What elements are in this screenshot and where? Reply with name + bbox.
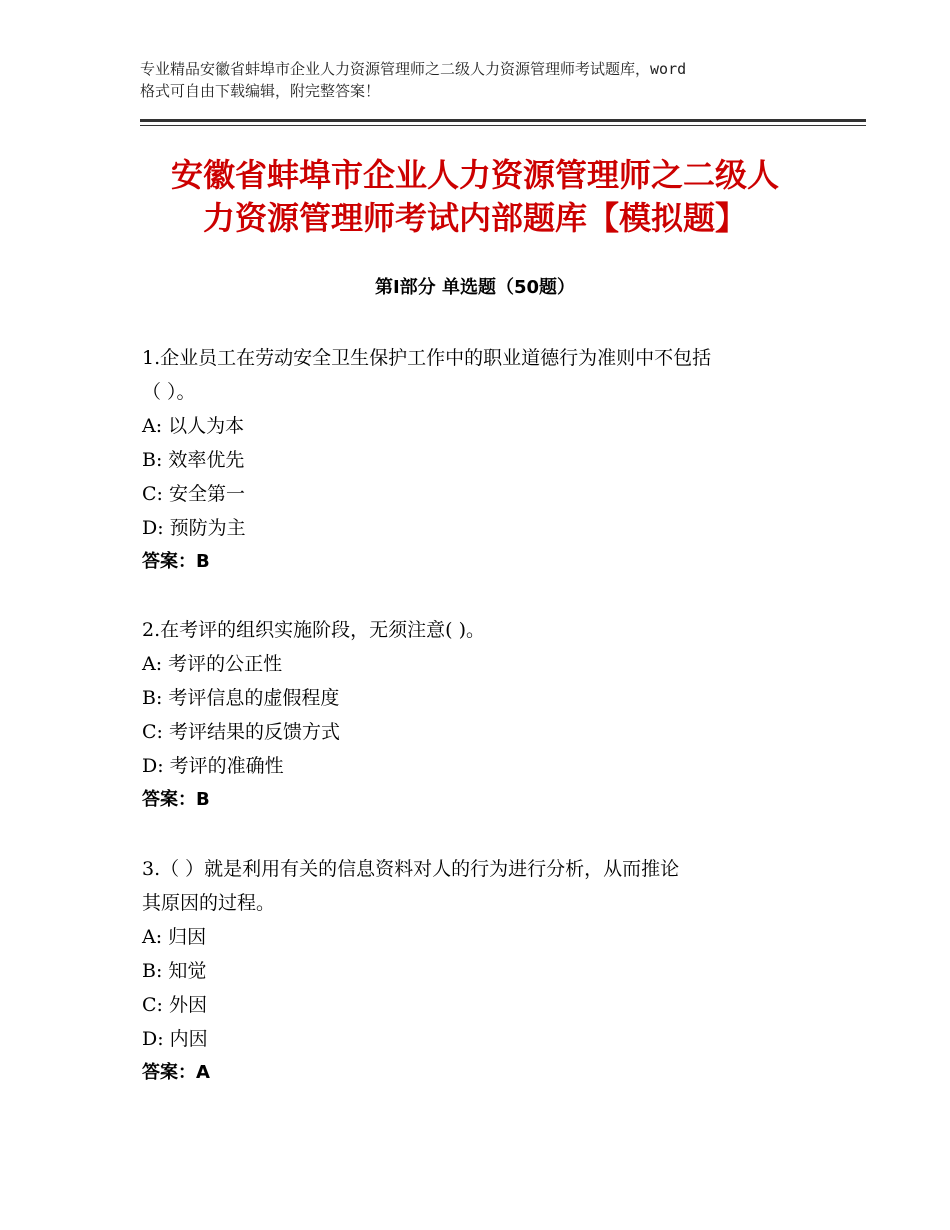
document-title-line-1: 安徽省蚌埠市企业人力资源管理师之二级人 bbox=[170, 156, 779, 194]
question-1-stem-cont: （ ）。 bbox=[142, 381, 196, 403]
question-1-option-c: C: 安全第一 bbox=[142, 483, 245, 505]
section-title: 第Ⅰ部分 单选题（50题） bbox=[374, 277, 575, 298]
question-1-option-b: B: 效率优先 bbox=[142, 449, 245, 471]
question-3-option-a: A: 归因 bbox=[142, 926, 207, 948]
header-note bbox=[140, 58, 840, 102]
question-2-option-c: C: 考评结果的反馈方式 bbox=[142, 721, 340, 743]
question-1-answer: 答案：B bbox=[142, 551, 210, 572]
question-1-option-a: A: 以人为本 bbox=[142, 415, 245, 437]
question-3-stem-cont: 其原因的过程。 bbox=[142, 892, 276, 914]
question-3-option-b: B: 知觉 bbox=[142, 960, 207, 982]
document-title bbox=[100, 154, 850, 240]
document-title-line-2: 力资源管理师考试内部题库【模拟题】 bbox=[202, 199, 747, 237]
question-2-option-a: A: 考评的公正性 bbox=[142, 653, 283, 675]
question-2-option-d: D: 考评的准确性 bbox=[142, 755, 284, 777]
question-1-option-d: D: 预防为主 bbox=[142, 517, 246, 539]
question-3-stem: 3.（ ）就是利用有关的信息资料对人的行为进行分析，从而推论 bbox=[142, 858, 680, 880]
header-note-line-2: 格式可自由下载编辑，附完整答案！ bbox=[140, 82, 381, 100]
question-3-option-c: C: 外因 bbox=[142, 994, 207, 1016]
question-2-answer: 答案：B bbox=[142, 789, 210, 810]
question-1-stem: 1.企业员工在劳动安全卫生保护工作中的职业道德行为准则中不包括 bbox=[142, 347, 712, 369]
header-rule-thin bbox=[140, 125, 866, 126]
header-rule-thick bbox=[140, 119, 866, 122]
question-2-option-b: B: 考评信息的虚假程度 bbox=[142, 687, 340, 709]
question-3-option-d: D: 内因 bbox=[142, 1028, 208, 1050]
header-note-line-1: 专业精品安徽省蚌埠市企业人力资源管理师之二级人力资源管理师考试题库，word bbox=[140, 60, 687, 78]
question-3-answer: 答案：A bbox=[142, 1062, 210, 1083]
question-2-stem: 2.在考评的组织实施阶段，无须注意( )。 bbox=[142, 619, 485, 641]
